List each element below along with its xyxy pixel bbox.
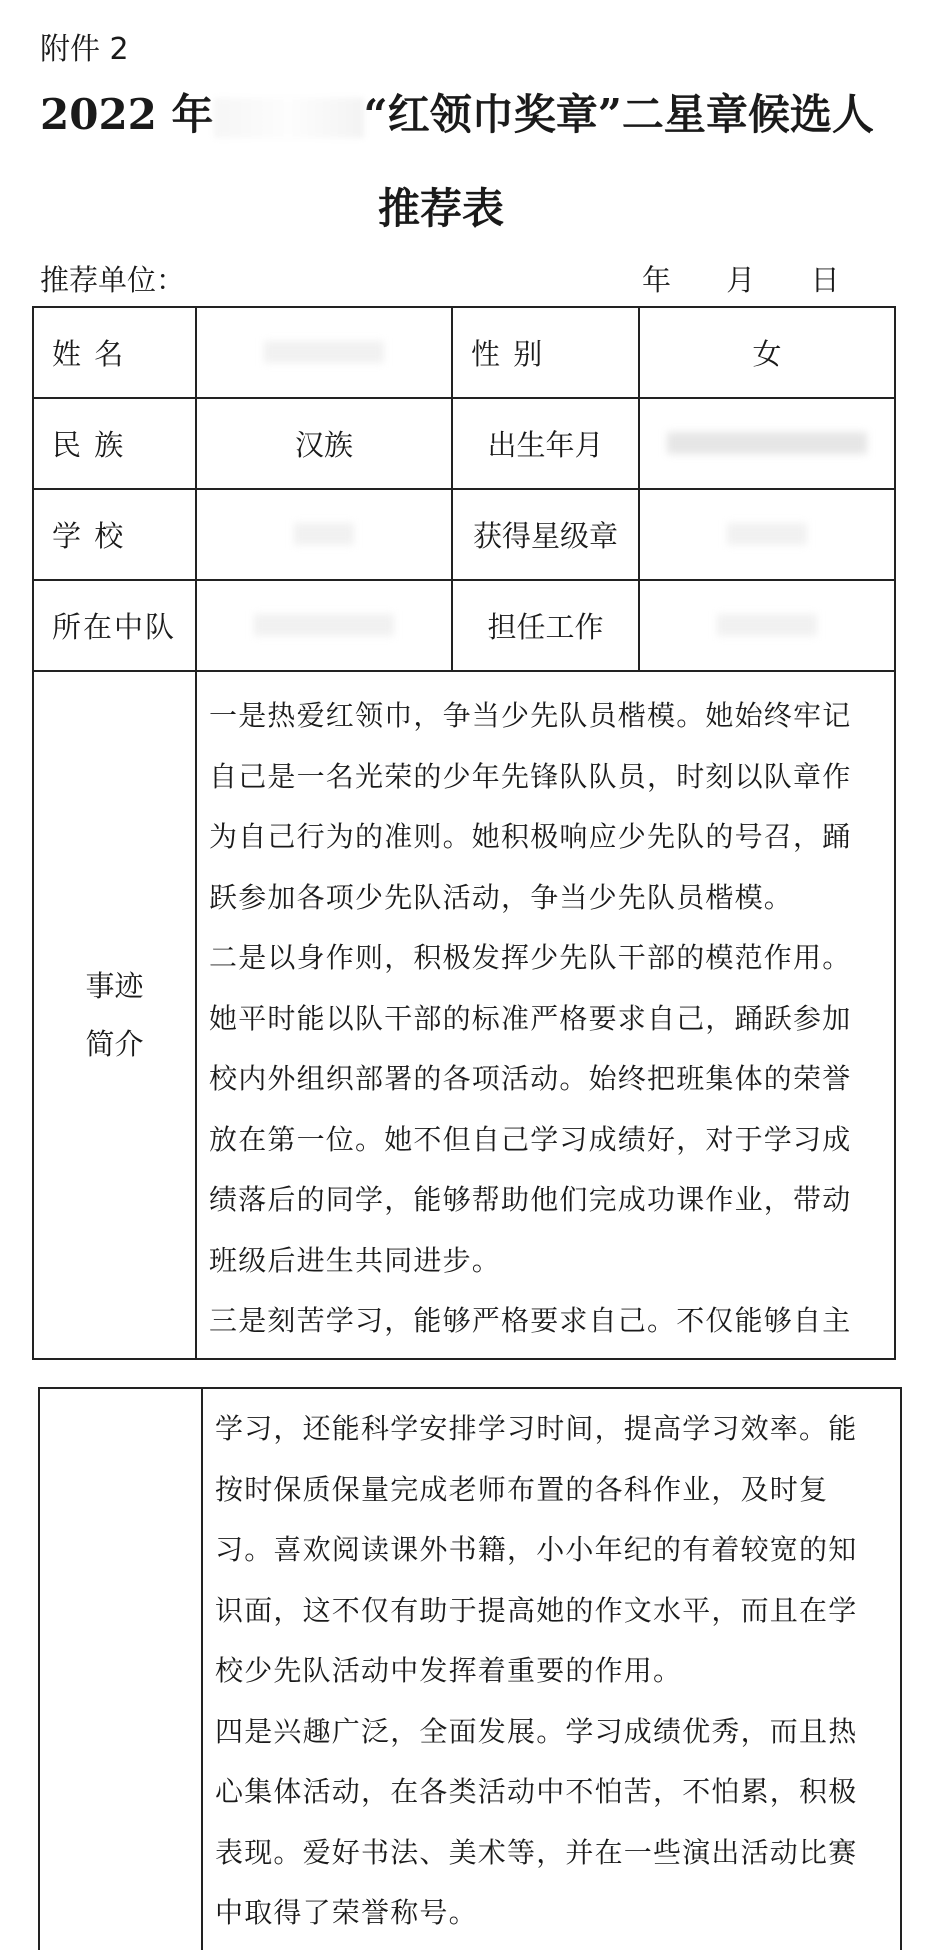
- school-label: 学 校: [33, 489, 196, 580]
- story-label-empty: [39, 1388, 202, 1950]
- gender-label: 性 别: [452, 307, 639, 398]
- story-paragraph: 四是兴趣广泛，全面发展。学习成绩优秀，而且热心集体活动，在各类活动中不怕苦，不怕累，积极表现。爱好书法、美术等，并在一些演出活动比赛中取得了荣誉称号。: [215, 1714, 858, 1929]
- duty-label: 担任工作: [452, 580, 639, 671]
- name-label: 姓 名: [33, 307, 196, 398]
- story-paragraph: 三是刻苦学习，能够严格要求自己。不仅能够自主: [209, 1304, 852, 1337]
- table-row: [33, 580, 895, 671]
- recommend-form-table-continued: [38, 1387, 902, 1950]
- table-row: [33, 307, 895, 398]
- duty-value: [639, 580, 895, 671]
- story-content-continued: [202, 1388, 901, 1950]
- story-label: [33, 671, 196, 1359]
- story-paragraph: 学习，还能科学安排学习时间，提高学习效率。能按时保质保量完成老师布置的各科作业，及时复习。喜欢阅读课外书籍，小小年纪的有着较宽的知识面，这不仅有助于提高她的作文水平，而且在学校少先队活动中发挥着重要的作用。: [215, 1412, 858, 1687]
- recommend-form-table: [32, 306, 896, 1360]
- birth-value: [639, 398, 895, 489]
- form-title-line2: 推荐表: [378, 184, 505, 233]
- gender-value: 女: [639, 307, 895, 398]
- table-row: [33, 398, 895, 489]
- redacted-region: [214, 98, 364, 138]
- ethnicity-label: 民 族: [33, 398, 196, 489]
- story-label-line2: 简介: [85, 1026, 144, 1061]
- title-year: 2022 年: [40, 90, 214, 139]
- title-award: “红领巾奖章”二星章候选人: [363, 90, 874, 139]
- date-label: 年 月 日: [642, 263, 840, 297]
- attachment-label: 附件 2: [40, 32, 129, 67]
- squad-label: 所在中队: [33, 580, 196, 671]
- story-paragraph: 一是热爱红领巾，争当少先队员楷模。她始终牢记自己是一名光荣的少年先锋队队员，时刻以队章作为自己行为的准则。她积极响应少先队的号召，踊跃参加各项少先队活动，争当少先队员楷模。: [209, 699, 852, 914]
- name-value: [196, 307, 452, 398]
- birth-label: 出生年月: [452, 398, 639, 489]
- story-label-line1: 事迹: [85, 968, 144, 1003]
- table-row: [33, 671, 895, 1359]
- form-title-line1: [40, 82, 874, 142]
- story-content: [196, 671, 895, 1359]
- table-row: [33, 489, 895, 580]
- story-paragraph: 二是以身作则，积极发挥少先队干部的模范作用。她平时能以队干部的标准严格要求自己，踊跃参加校内外组织部署的各项活动。始终把班集体的荣誉放在第一位。她不但自己学习成绩好，对于学习成绩落后的同学，能够帮助他们完成功课作业，带动班级后进生共同进步。: [209, 941, 852, 1277]
- school-value: [196, 489, 452, 580]
- squad-value: [196, 580, 452, 671]
- table-row: [39, 1388, 901, 1950]
- ethnicity-value: 汉族: [196, 398, 452, 489]
- recommend-unit-label: 推荐单位：: [40, 263, 186, 297]
- star-label: 获得星级章: [452, 489, 639, 580]
- star-value: [639, 489, 895, 580]
